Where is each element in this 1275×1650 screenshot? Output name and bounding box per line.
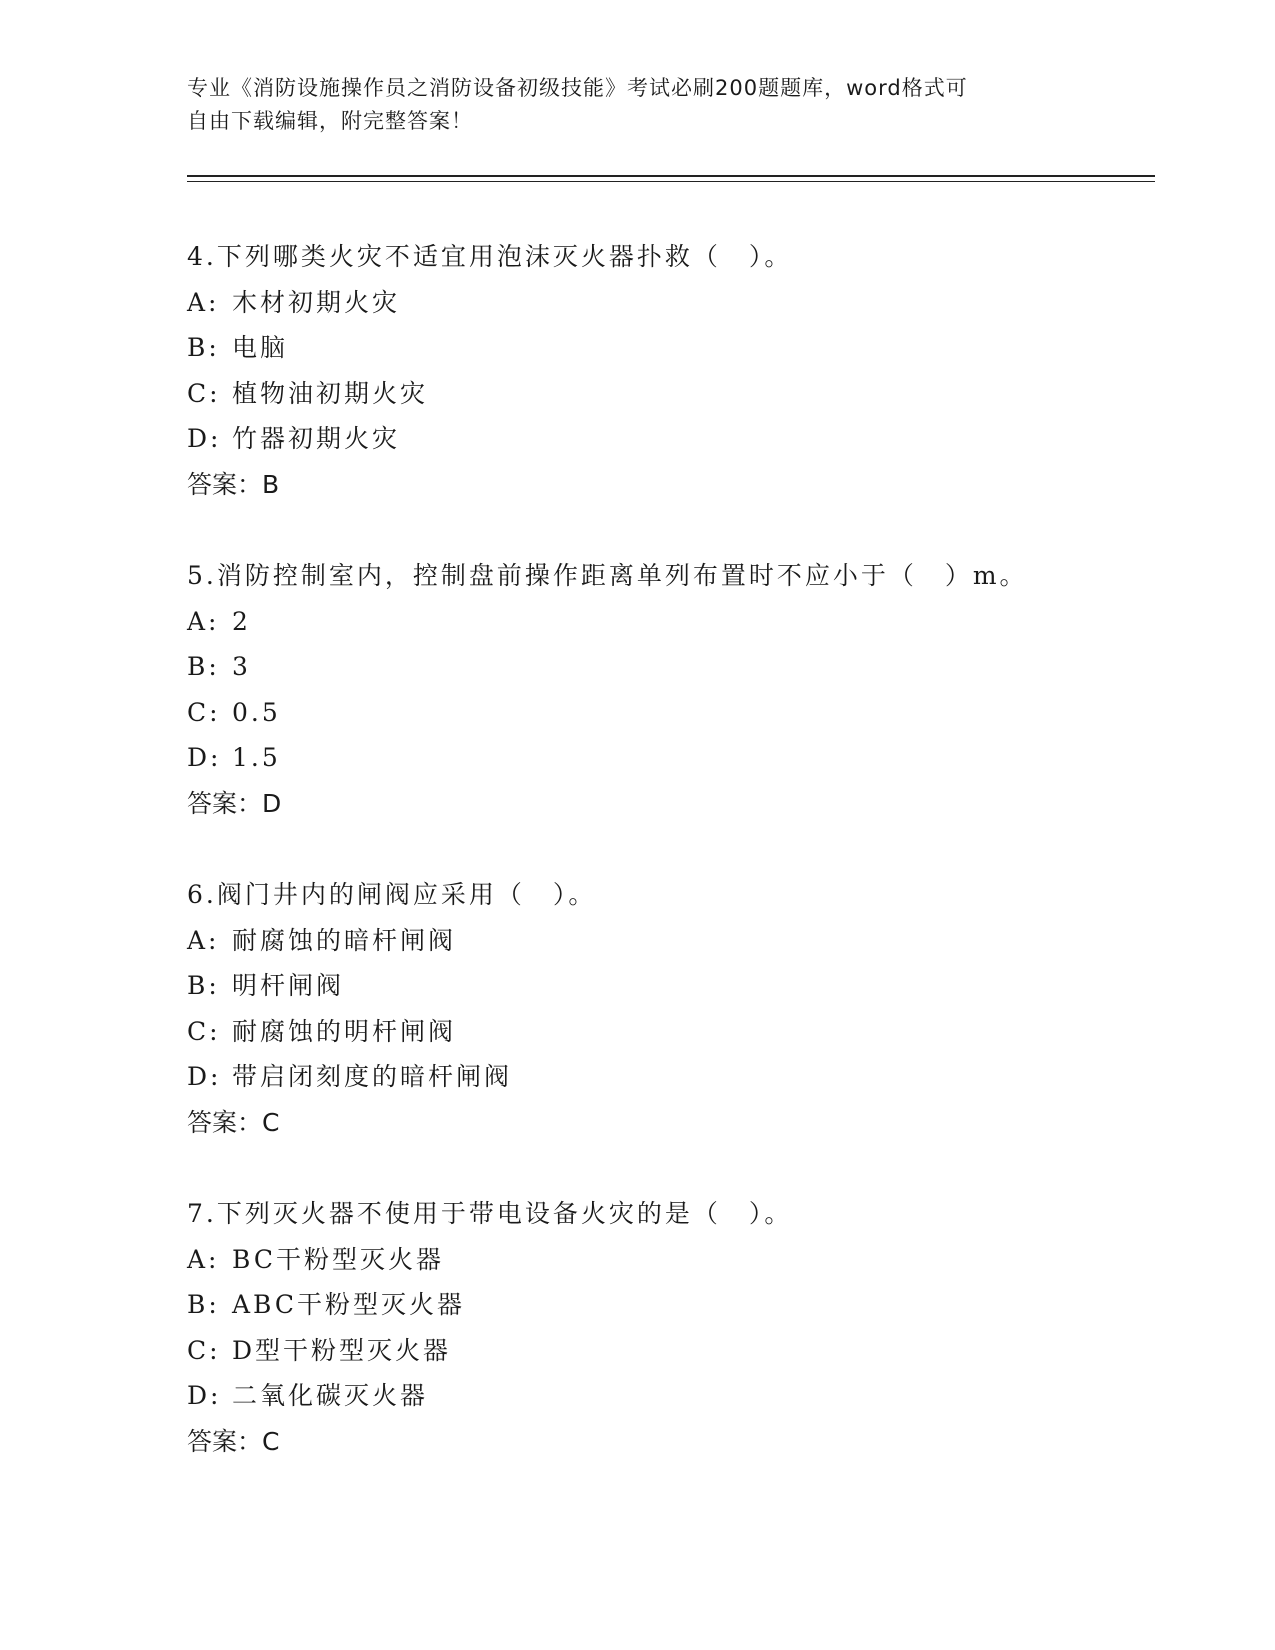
option-text: 二氧化碳灭火器 <box>232 1381 429 1410</box>
option-d <box>187 1054 1147 1100</box>
option-text: 电脑 <box>232 333 289 362</box>
option-key: C: <box>187 1335 221 1365</box>
option-text: 0.5 <box>232 697 281 727</box>
option-a <box>187 599 1147 645</box>
option-c <box>187 371 1147 417</box>
option-text: 1.5 <box>232 743 281 772</box>
option-key: C: <box>187 1016 221 1046</box>
option-b <box>187 963 1147 1009</box>
option-text: 木材初期火灾 <box>232 287 401 317</box>
option-key: B: <box>187 1290 220 1319</box>
option-key: D: <box>187 743 222 772</box>
header-divider-thin <box>187 181 1155 182</box>
option-key: A: <box>187 925 220 955</box>
option-text: 竹器初期火灾 <box>232 424 401 453</box>
header-divider-thick <box>187 175 1155 177</box>
option-c <box>187 1009 1147 1055</box>
option-b <box>187 325 1147 371</box>
option-text: 明杆闸阀 <box>232 971 345 1000</box>
header-line-2: 自由下载编辑，附完整答案！ <box>187 109 473 133</box>
option-key: D: <box>187 1381 222 1410</box>
answer-line: 答案：C <box>187 1426 280 1456</box>
option-b <box>187 644 1147 690</box>
answer-line: 答案：B <box>187 469 280 499</box>
question-stem: 4.下列哪类火灾不适宜用泡沫灭火器扑救（ ）。 <box>187 242 793 271</box>
option-key: C: <box>187 378 221 408</box>
option-a <box>187 280 1147 326</box>
option-key: B: <box>187 333 220 362</box>
question-stem: 5.消防控制室内，控制盘前操作距离单列布置时不应小于（ ）m。 <box>187 561 1028 590</box>
option-c <box>187 1328 1147 1374</box>
option-key: A: <box>187 287 220 317</box>
option-c <box>187 690 1147 736</box>
option-a <box>187 918 1147 964</box>
option-key: D: <box>187 1062 222 1091</box>
option-key: C: <box>187 697 221 727</box>
question-block <box>187 553 1147 826</box>
option-text: 带启闭刻度的暗杆闸阀 <box>232 1062 513 1091</box>
option-text: 3 <box>232 652 251 681</box>
option-key: D: <box>187 424 222 453</box>
option-key: A: <box>187 606 220 636</box>
option-d <box>187 735 1147 781</box>
option-key: A: <box>187 1244 220 1274</box>
option-text: 2 <box>232 606 251 636</box>
option-key: B: <box>187 652 220 681</box>
question-block <box>187 234 1147 507</box>
answer-line: 答案：D <box>187 788 282 818</box>
header-line-1: 专业《消防设施操作员之消防设备初级技能》考试必刷200题题库，word格式可 <box>187 76 968 100</box>
option-d <box>187 1373 1147 1419</box>
option-text: BC干粉型灭火器 <box>232 1244 444 1274</box>
option-text: 耐腐蚀的明杆闸阀 <box>232 1016 457 1046</box>
question-block <box>187 1191 1147 1464</box>
option-text: 耐腐蚀的暗杆闸阀 <box>232 925 457 955</box>
question-stem: 6.阀门井内的闸阀应采用（ ）。 <box>187 880 597 909</box>
option-text: ABC干粉型灭火器 <box>232 1290 466 1319</box>
option-text: 植物油初期火灾 <box>232 378 429 408</box>
option-d <box>187 416 1147 462</box>
option-b <box>187 1282 1147 1328</box>
answer-line: 答案：C <box>187 1107 280 1137</box>
document-header <box>187 72 1067 138</box>
question-block <box>187 872 1147 1145</box>
option-text: D型干粉型灭火器 <box>232 1335 452 1365</box>
option-a <box>187 1237 1147 1283</box>
option-key: B: <box>187 971 220 1000</box>
question-stem: 7.下列灭火器不使用于带电设备火灾的是（ ）。 <box>187 1199 793 1228</box>
